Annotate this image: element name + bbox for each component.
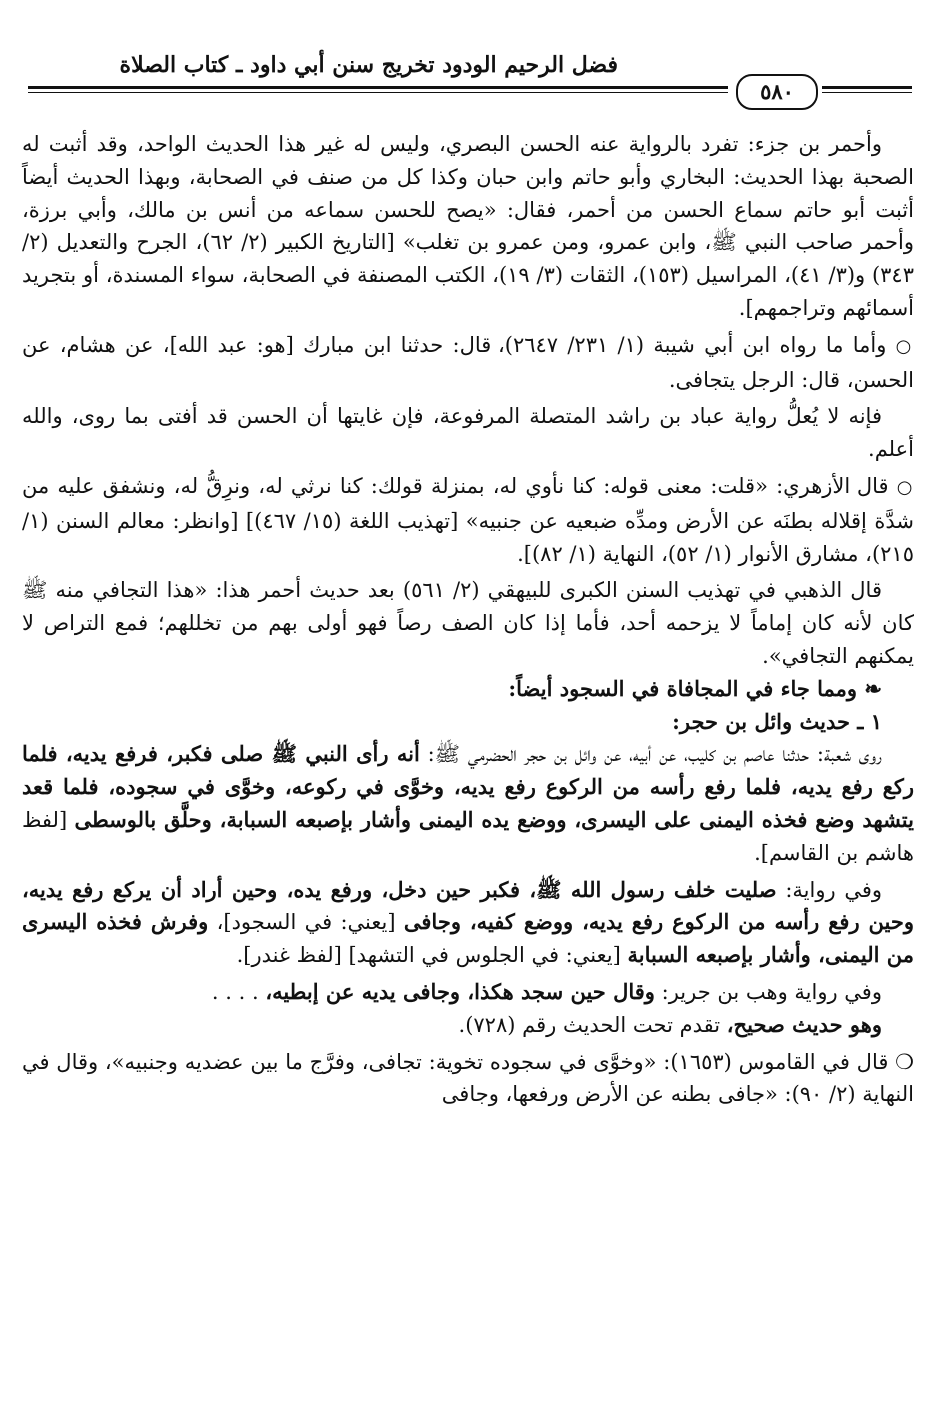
paragraph-ahmar: وأحمر بن جزء: تفرد بالرواية عنه الحسن البصري، وليس له غير هذا الحديث الواحد، وقد أثبت له الصحبة بهذا الحديث: البخاري وأبو حاتم وابن حبان وكذا كل من صنف في الصحابة، وبهذا الحديث أيضاً أثبت أبو حاتم سماع الحسن من أحمر، فقال: «يصح للحسن سماعه من أنس بن مالك، وأبي برزة، وأحمر صاحب النبي ﷺ، وابن عمرو، ومن عمرو بن تغلب» [التاريخ الكبير (٢/ ٦٢)، الجرح والتعديل (٢/ ٣٤٣) و(٣/ ٤١)، المراسيل (١٥٣)، الثقات (٣/ ١٩)، الكتب المصنفة في الصحابة، سواء المسندة، أو بتجريد أسمائهم وتراجمهم]. [22, 132, 914, 320]
header-rule-thin-right [822, 92, 912, 93]
paragraph-ibn-abi-shayba: ○ وأما ما رواه ابن أبي شيبة (١/ ٢٣١/ ٢٦٤٧)، قال: حدثنا ابن مبارك [هو: عبد الله]، عن هشام، عن الحسن، قال: الرجل يتجافى. [22, 332, 914, 392]
leaf-icon: ❧ [864, 675, 882, 701]
narration-wahb: وفي رواية وهب بن جرير: وقال حين سجد هكذا، وجافى يديه عن إبطيه، . . . . وهو حديث صحيح، تقدم تحت الحديث رقم (٧٢٨). [211, 978, 882, 1037]
header-rule-thick [28, 86, 728, 89]
circle-marker: ○ [895, 335, 914, 357]
running-header-title: فضل الرحيم الودود تخريج سنن أبي داود ـ كتاب الصلاة [119, 52, 618, 78]
section-heading: ❧ ومما جاء في المجافاة في السجود أيضاً: [508, 675, 882, 701]
narration-shuba: روى شعبة: حدثنا عاصم بن كليب، عن أبيه، عن وائل بن حجر الحضرمي ﷺ: أنه رأى النبي ﷺ صلى فكبر، فرفع يديه، فلما ركع رفع يديه، فلما رفع رأسه من الركوع رفع يديه، وخوَّى في ركوعه، وخوَّى في سجوده، فلما قعد يتشهد وضع فخذه اليمنى على اليسرى، ووضع يده اليمنى وأشار بإصبعه السبابة، وحلَّق بالوسطى [لفظ هاشم بن القاسم]. [22, 741, 914, 865]
header-rule-thin [28, 92, 728, 93]
paragraph-hasan-fatwa: فإنه لا يُعلُّ رواية عباد بن راشد المتصلة المرفوعة، فإن غايتها أن الحسن قد أفتى بما روى، والله أعلم. [22, 404, 914, 462]
page-number: ٥٨٠ [736, 74, 818, 110]
circle-marker: ○ [896, 476, 914, 498]
paragraph-azhari: ○ قال الأزهري: «قلت: معنى قوله: كنا نأوي له، بمنزلة قولك: كنا نرثي له، ونرِقُّ له، ونشفق عليه من شدَّة إقلاله بطنَه عن الأرض ومدِّه ضبعيه عن جنبيه» [تهذيب اللغة (١٥/ ٤٦٧)] [وانظر: معالم السنن (١/ ٢١٥)، مشارق الأنوار (١/ ٥٢)، النهاية (١/ ٨٢)]. [22, 473, 914, 566]
paragraph-dhahabi: قال الذهبي في تهذيب السنن الكبرى للبيهقي (٢/ ٥٦١) بعد حديث أحمر هذا: «هذا التجافي منه ﷺ كان لأنه كان إماماً لا يزحمه أحد، فأما إذا كان الصف رصاً فهو أولى بهم من تخللهم؛ فمع التراص لا يمكنهم التجافي». [22, 578, 914, 668]
page-body [22, 128, 914, 1111]
narration-ghundar: وفي رواية: صليت خلف رسول الله ﷺ، فكبر حين دخل، ورفع يده، وحين أراد أن يركع رفع يديه، وحين رفع رأسه من الركوع رفع يديه، ووضع كفيه، وجافى [يعني: في السجود]، وفرش فخذه اليسرى من اليمنى، وأشار بإصبعه السبابة [يعني: في الجلوس في التشهد] [لفظ غندر]. [22, 876, 914, 968]
header-rule-thick-right [822, 86, 912, 89]
ornament-icon: ❍ [895, 1049, 914, 1074]
paragraph-qamus: ❍ قال في القاموس (١٦٥٣): «وخوَّى في سجوده تخوية: تجافى، وفرَّج ما بين عضديه وجنبيه»، وقال في النهاية (٢/ ٩٠): «جافى بطنه عن الأرض ورفعها، وجافى [22, 1049, 914, 1107]
hadith-heading: ١ ـ حديث وائل بن حجر: [672, 708, 882, 734]
